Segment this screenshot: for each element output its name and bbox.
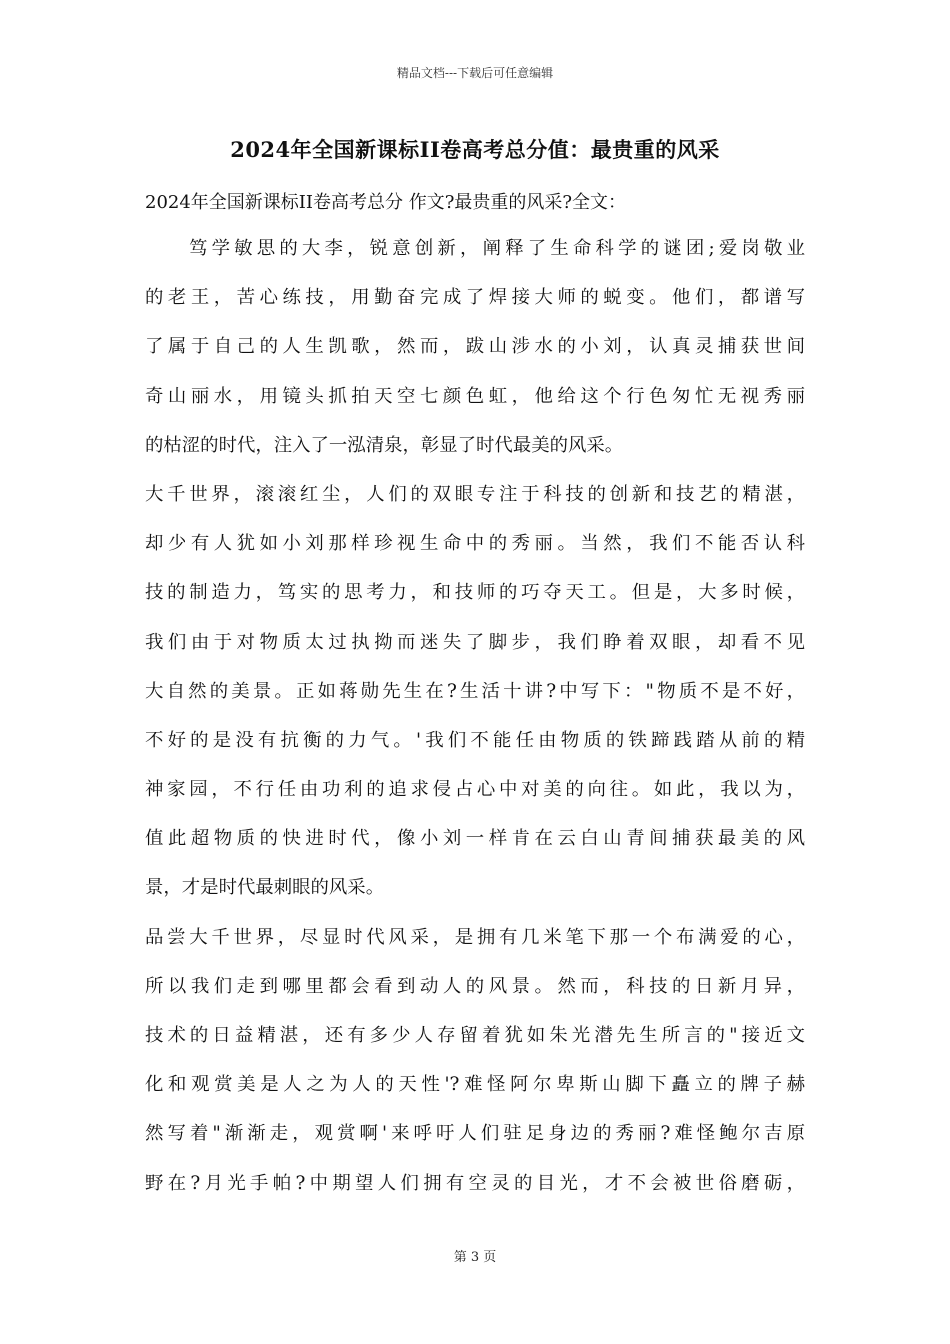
paragraph-3 <box>145 913 805 1208</box>
paragraph-line: 奇山丽水，用镜头抓拍天空七颜色虹，他给这个行色匆忙无视秀丽 <box>145 385 805 407</box>
paragraph-line: 笃学敏思的大李，锐意创新，阐释了生命科学的谜团;爱岗敬业 <box>189 238 805 259</box>
paragraph-2 <box>145 470 805 913</box>
page-header: 精品文档---下载后可任意编辑 <box>396 66 554 80</box>
document-title: 2024年全国新课标II卷高考总分值：最贵重的风采 <box>230 137 720 162</box>
paragraph-line: 的老王，苦心练技，用勤奋完成了焊接大师的蜕变。他们，都谱写 <box>145 287 805 309</box>
page-number: 第 3 页 <box>453 1250 497 1265</box>
paragraph-line: 化和观赏美是人之为人的天性'?难怪阿尔卑斯山脚下矗立的牌子赫 <box>145 1074 805 1096</box>
paragraph-line: 品尝大千世界，尽显时代风采，是拥有几米笔下那一个布满爱的心， <box>145 926 805 948</box>
paragraph-line: 大千世界，滚滚红尘，人们的双眼专注于科技的创新和技艺的精湛， <box>145 483 805 505</box>
paragraph-line: 了属于自己的人生凯歌，然而，跋山涉水的小刘，认真灵捕获世间 <box>145 336 805 358</box>
paragraph-line: 所以我们走到哪里都会看到动人的风景。然而，科技的日新月异， <box>145 975 805 997</box>
paragraph-line: 技术的日益精湛，还有多少人存留着犹如朱光潜先生所言的"接近文 <box>145 1025 805 1046</box>
document-body <box>145 224 805 1208</box>
paragraph-line: 不好的是没有抗衡的力气。'我们不能任由物质的铁蹄践踏从前的精 <box>145 729 805 751</box>
paragraph-line: 野在?月光手帕?中期望人们拥有空灵的目光，才不会被世俗磨砺， <box>145 1172 805 1194</box>
paragraph-line: 然写着"渐渐走，观赏啊'来呼吁人们驻足身边的秀丽?难怪鲍尔吉原 <box>145 1123 805 1145</box>
paragraph-line: 技的制造力，笃实的思考力，和技师的巧夺天工。但是，大多时候， <box>145 582 805 604</box>
document-subtitle: 2024年全国新课标II卷高考总分 作文?最贵重的风采?全文： <box>145 192 627 213</box>
paragraph-line: 却少有人犹如小刘那样珍视生命中的秀丽。当然，我们不能否认科 <box>145 533 805 555</box>
paragraph-line: 神家园，不行任由功利的追求侵占心中对美的向往。如此，我以为， <box>145 779 805 801</box>
paragraph-1 <box>145 224 805 470</box>
paragraph-line: 景，才是时代最刺眼的风采。 <box>145 877 385 899</box>
paragraph-line: 大自然的美景。正如蒋勋先生在?生活十讲?中写下："物质不是不好， <box>145 680 805 702</box>
paragraph-line: 我们由于对物质太过执拗而迷失了脚步，我们睁着双眼，却看不见 <box>145 631 805 653</box>
paragraph-line: 的枯涩的时代，注入了一泓清泉，彰显了时代最美的风采。 <box>145 434 624 456</box>
paragraph-line: 值此超物质的快进时代，像小刘一样肯在云白山青间捕获最美的风 <box>145 828 805 850</box>
